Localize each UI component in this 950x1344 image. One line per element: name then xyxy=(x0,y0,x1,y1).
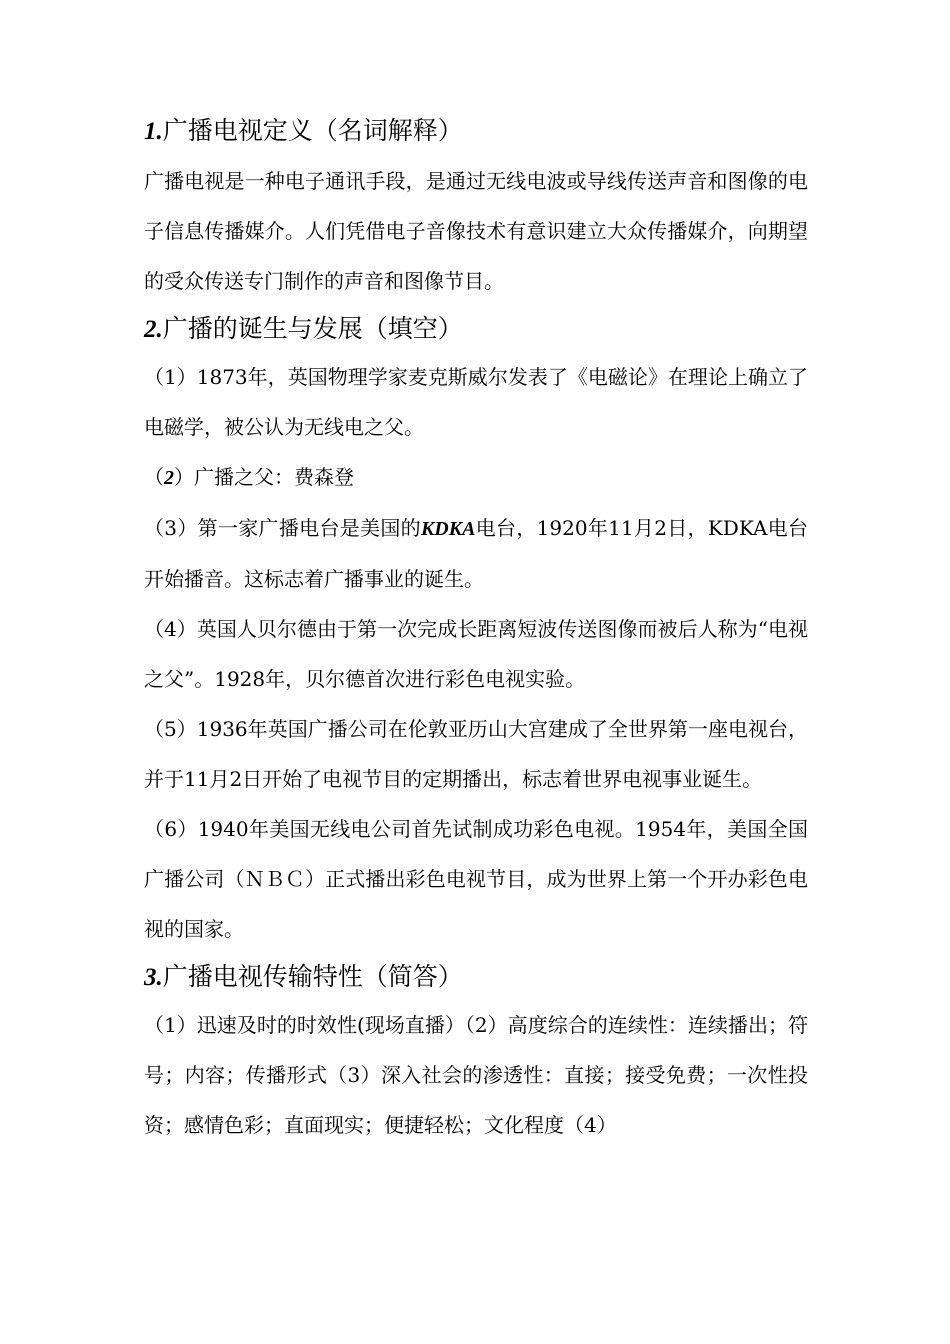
section-2-item-4: （4）英国人贝尔德由于第一次完成长距离短波传送图像而被后人称为“电视之父”。1928年，贝尔德首次进行彩色电视实验。 xyxy=(144,617,808,691)
section-2-item-2 xyxy=(144,452,808,503)
section-1-number: 1. xyxy=(144,118,163,145)
section-2-number: 2. xyxy=(144,316,163,343)
section-3-heading xyxy=(144,954,808,1000)
section-2-item-1: （1）1873年，英国物理学家麦克斯威尔发表了《电磁论》在理论上确立了电磁学，被公认为无线电之父。 xyxy=(144,365,808,439)
document-content xyxy=(144,108,808,1150)
section-2-item-5: （5）1936年英国广播公司在伦敦亚历山大宫建成了全世界第一座电视台，并于11月2日开始了电视节目的定期播出，标志着世界电视事业诞生。 xyxy=(144,717,808,791)
section-3-body: （1）迅速及时的时效性(现场直播）（2）高度综合的连续性：连续播出；符号；内容；传播形式（3）深入社会的渗透性：直接；接受免费；一次性投资；感情色彩；直面现实；便捷轻松；文化程度（4） xyxy=(144,1013,808,1137)
item-2-suffix: ）广播之父：费森登 xyxy=(174,465,354,489)
section-1-heading xyxy=(144,108,808,154)
section-2-title: 广播的诞生与发展（填空） xyxy=(162,314,463,343)
item-3-prefix: （3）第一家广播电台是美国的 xyxy=(144,516,421,540)
section-1-body: 广播电视是一种电子通讯手段，是通过无线电波或导线传送声音和图像的电子信息传播媒介。人们凭借电子音像技术有意识建立大众传播媒介，向期望的受众传送专门制作的声音和图像节目。 xyxy=(144,169,808,293)
item-3-bold: KDKA xyxy=(420,518,476,540)
section-3-number: 3. xyxy=(144,964,163,991)
section-2-item-6: （6）1940年美国无线电公司首先试制成功彩色电视。1954年，美国全国广播公司（ＮＢＣ）正式播出彩色电视节目，成为世界上第一个开办彩色电视的国家。 xyxy=(144,817,808,941)
section-1-title: 广播电视定义（名词解释） xyxy=(162,116,463,145)
section-2-heading xyxy=(144,306,808,352)
section-2-item-3 xyxy=(144,503,808,604)
item-2-bold: 2 xyxy=(164,467,174,489)
item-2-prefix: （ xyxy=(144,465,164,489)
item-3-suffix: 电台，1920年11月2日，KDKA电台开始播音。这标志着广播事业的诞生。 xyxy=(144,516,808,591)
section-3-title: 广播电视传输特性（简答） xyxy=(162,962,463,991)
